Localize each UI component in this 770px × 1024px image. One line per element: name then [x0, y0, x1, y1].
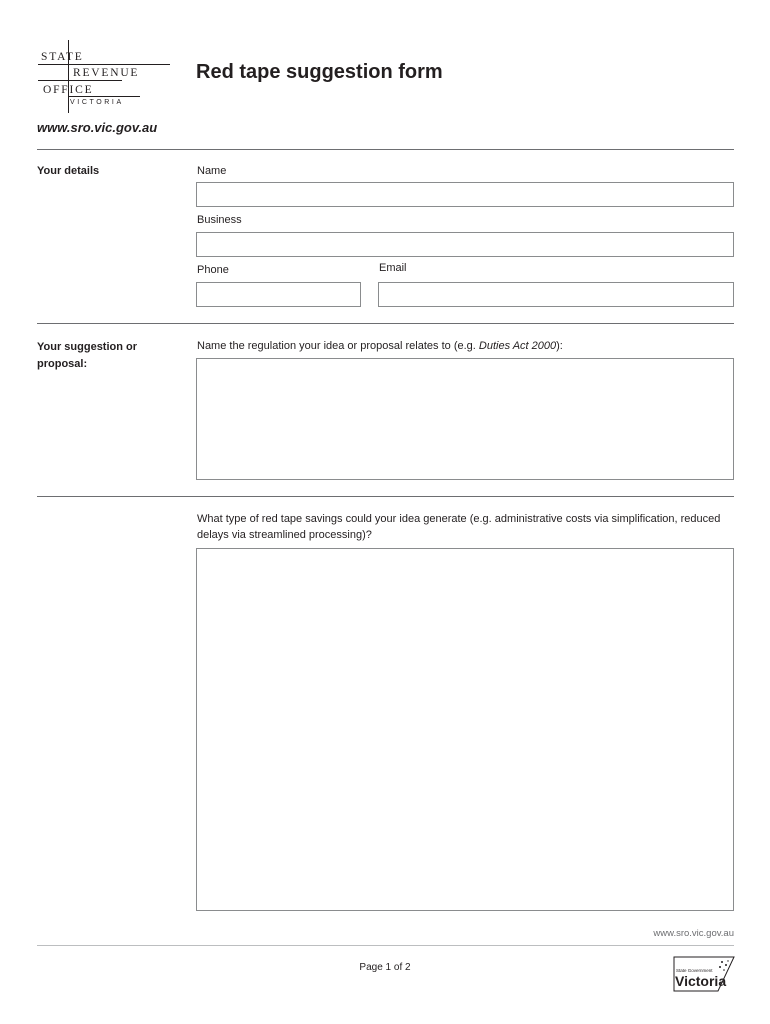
regulation-prompt-example: Duties Act 2000: [478, 340, 557, 352]
email-label: Email: [379, 262, 407, 274]
gov-small-text: State Government: [676, 968, 713, 973]
section-divider: [37, 149, 734, 150]
page-title: Red tape suggestion form: [196, 61, 443, 83]
section-divider: [37, 323, 734, 324]
logo-rule: [38, 80, 122, 81]
phone-label: Phone: [197, 264, 229, 276]
section-label-suggestion: Your suggestion or proposal:: [37, 341, 138, 370]
page-number: Page 1 of 2: [359, 962, 411, 973]
business-field[interactable]: [196, 232, 734, 257]
logo-victoria-text: VICTORIA: [70, 99, 124, 106]
logo-rule: [68, 96, 140, 97]
logo-state-text: STATE: [41, 51, 84, 63]
logo-revenue-text: REVENUE: [73, 67, 140, 79]
regulation-prompt: [197, 338, 563, 354]
logo-rule: [38, 64, 170, 65]
website-url: www.sro.vic.gov.au: [37, 120, 158, 135]
sro-logo: [0, 0, 180, 115]
gov-word-text: Victoria: [675, 973, 727, 989]
section-divider: [37, 496, 734, 497]
regulation-prompt-text-end: ):: [556, 340, 563, 352]
savings-prompt: What type of red tape savings could your idea generate (e.g. administrative costs via simplification, reduced delays via streamlined processing)?: [197, 513, 721, 541]
savings-textarea[interactable]: [196, 548, 734, 911]
business-label: Business: [197, 214, 242, 226]
name-field[interactable]: [196, 182, 734, 207]
section-label-your-details: Your details: [37, 165, 100, 177]
regulation-textarea[interactable]: [196, 358, 734, 480]
footer-url: www.sro.vic.gov.au: [653, 928, 734, 939]
name-label: Name: [197, 165, 227, 177]
phone-field[interactable]: [196, 282, 361, 307]
email-field[interactable]: [378, 282, 734, 307]
logo-office-text: OFFICE: [43, 84, 94, 96]
footer-divider: [37, 945, 734, 946]
regulation-prompt-text: Name the regulation your idea or proposal relates to (e.g.: [197, 340, 479, 352]
victoria-gov-logo: [672, 955, 736, 993]
